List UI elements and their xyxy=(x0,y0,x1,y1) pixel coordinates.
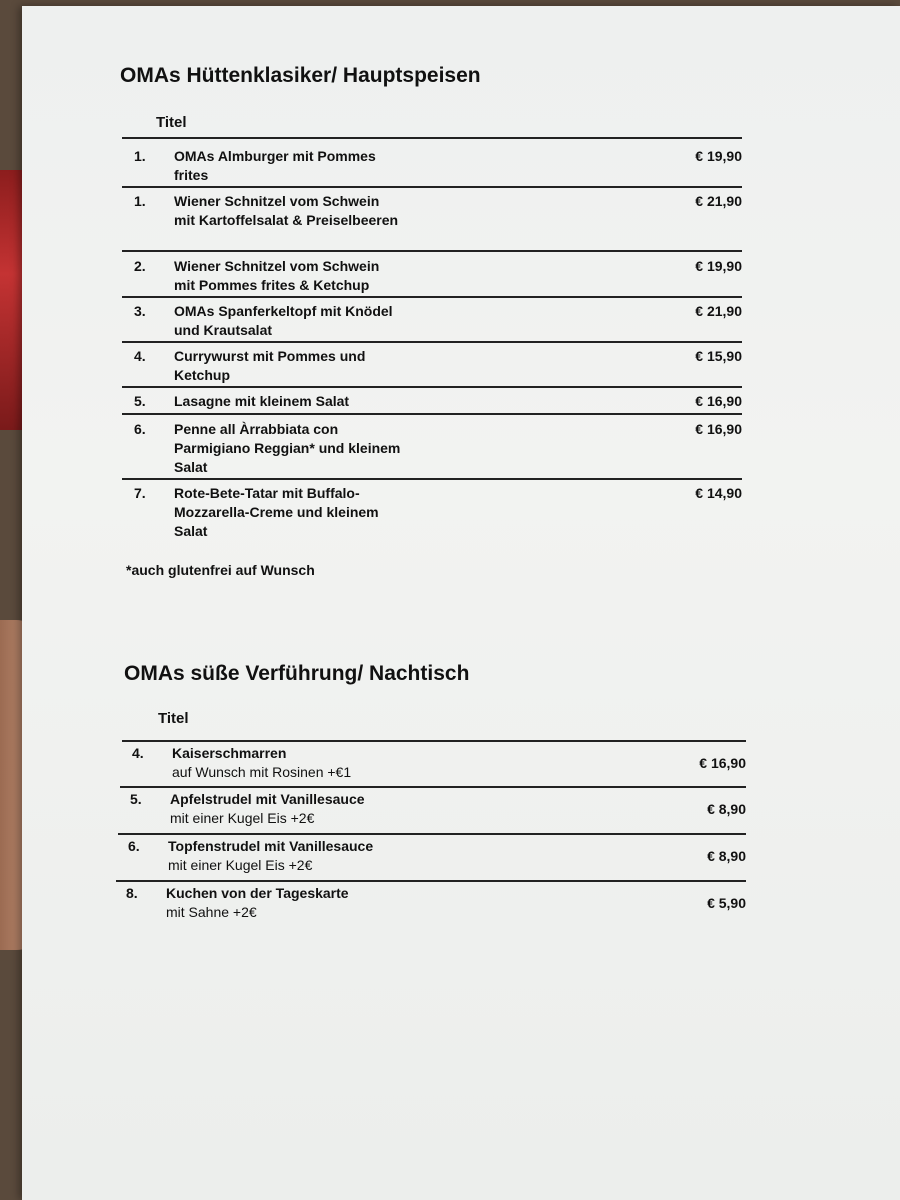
item-number: 7. xyxy=(134,485,146,501)
item-price: € 8,90 xyxy=(707,848,746,864)
item-number: 6. xyxy=(134,421,146,437)
item-number: 5. xyxy=(134,393,146,409)
dessert-column-title: Titel xyxy=(158,710,189,727)
row-divider xyxy=(120,786,746,788)
row-divider xyxy=(122,250,742,252)
item-option: auf Wunsch mit Rosinen +€1 xyxy=(172,764,352,780)
item-name: OMAs Almburger mit Pommes frites xyxy=(174,148,376,183)
dessert-header-rule xyxy=(122,740,746,742)
item-title: Topfenstrudel mit Vanillesauce xyxy=(168,838,374,854)
dessert-section-title: OMAs süße Verführung/ Nachtisch xyxy=(124,662,470,685)
item-number: 4. xyxy=(134,348,146,364)
item-price: € 16,90 xyxy=(695,393,742,409)
row-divider xyxy=(122,186,742,188)
main-column-title: Titel xyxy=(156,114,187,131)
item-number: 4. xyxy=(132,745,144,761)
item-number: 5. xyxy=(130,791,142,807)
item-number: 1. xyxy=(134,193,146,209)
item-name xyxy=(166,884,466,922)
item-option: mit Sahne +2€ xyxy=(166,904,257,920)
item-number: 1. xyxy=(134,148,146,164)
row-divider xyxy=(116,880,746,882)
item-name: Lasagne mit kleinem Salat xyxy=(174,393,350,409)
item-name xyxy=(172,744,472,782)
item-option: mit einer Kugel Eis +2€ xyxy=(170,810,315,826)
item-title: Apfelstrudel mit Vanillesauce xyxy=(170,791,365,807)
item-name: Wiener Schnitzel vom Schwein mit Pommes frites & Ketchup xyxy=(174,258,380,293)
item-price: € 21,90 xyxy=(695,303,742,319)
item-price: € 21,90 xyxy=(695,193,742,209)
item-price: € 14,90 xyxy=(695,485,742,501)
row-divider xyxy=(122,296,742,298)
gluten-footnote: *auch glutenfrei auf Wunsch xyxy=(126,562,315,578)
item-price: € 19,90 xyxy=(695,258,742,274)
row-divider xyxy=(122,413,742,415)
row-divider xyxy=(122,386,742,388)
menu-sheet xyxy=(22,6,900,1200)
item-number: 3. xyxy=(134,303,146,319)
item-number: 8. xyxy=(126,885,138,901)
item-price: € 16,90 xyxy=(695,421,742,437)
item-name: Penne all Àrrabbiata con Parmigiano Reggian* und kleinem Salat xyxy=(174,421,401,475)
item-number: 2. xyxy=(134,258,146,274)
row-divider xyxy=(118,833,746,835)
item-price: € 15,90 xyxy=(695,348,742,364)
item-price: € 19,90 xyxy=(695,148,742,164)
item-name xyxy=(168,837,468,875)
row-divider xyxy=(122,341,742,343)
item-name: Wiener Schnitzel vom Schwein mit Kartoffelsalat & Preiselbeeren xyxy=(174,193,399,228)
row-divider xyxy=(122,478,742,480)
item-option: mit einer Kugel Eis +2€ xyxy=(168,857,313,873)
item-number: 6. xyxy=(128,838,140,854)
item-price: € 8,90 xyxy=(707,801,746,817)
item-title: Kaiserschmarren xyxy=(172,745,287,761)
item-name: Rote-Bete-Tatar mit Buffalo-Mozzarella-Creme und kleinem Salat xyxy=(174,485,379,539)
item-name xyxy=(170,790,470,828)
item-name: OMAs Spanferkeltopf mit Knödel und Krautsalat xyxy=(174,303,393,338)
item-title: Kuchen von der Tageskarte xyxy=(166,885,349,901)
item-price: € 5,90 xyxy=(707,895,746,911)
item-price: € 16,90 xyxy=(699,755,746,771)
item-name: Currywurst mit Pommes und Ketchup xyxy=(174,348,366,383)
main-section-title: OMAs Hüttenklasiker/ Hauptspeisen xyxy=(120,64,481,87)
main-header-rule xyxy=(122,137,742,139)
